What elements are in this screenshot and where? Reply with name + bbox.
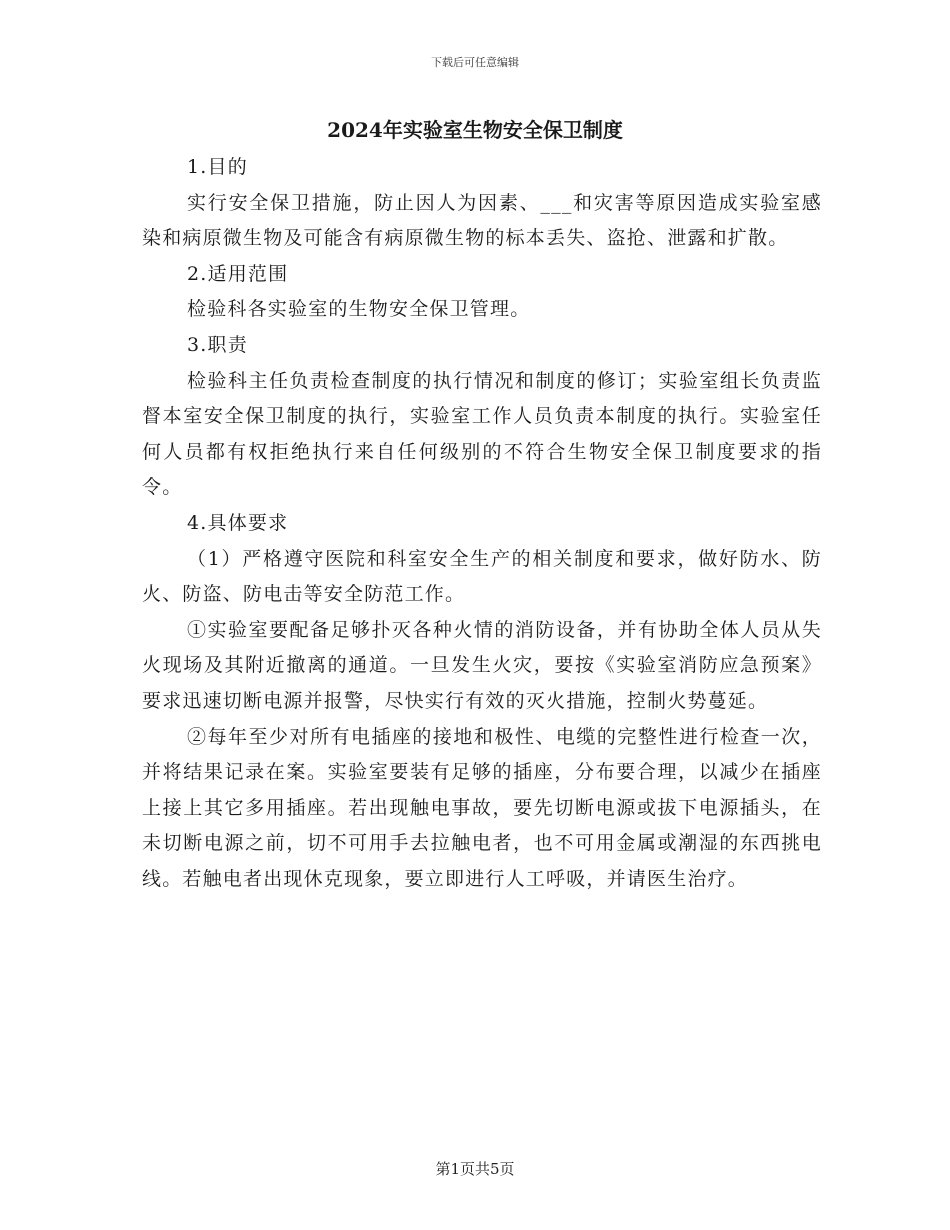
paragraph-duties: 检验科主任负责检查制度的执行情况和制度的修订；实验室组长负责监督本室安全保卫制度的执行，实验室工作人员负责本制度的执行。实验室任何人员都有权拒绝执行来自任何级别的不符合生物安全保卫制度要求的指令。 xyxy=(142,369,822,499)
document-body xyxy=(142,150,822,897)
section-heading-scope: 2.适用范围 xyxy=(187,262,289,285)
paragraph-scope: 检验科各实验室的生物安全保卫管理。 xyxy=(187,298,531,321)
section-heading-purpose: 1.目的 xyxy=(187,156,248,178)
header-note: 下载后可任意编辑 xyxy=(431,56,519,69)
page-number: 第1页共5页 xyxy=(435,1160,515,1178)
section-heading-requirements: 4.具体要求 xyxy=(187,511,289,534)
paragraph-electrical-safety: ②每年至少对所有电插座的接地和极性、电缆的完整性进行检查一次，并将结果记录在案。实验室要装有足够的插座，分布要合理，以减少在插座上接上其它多用插座。若出现触电事故，要先切断电源或拔下电源插头，在未切断电源之前，切不可用手去拉触电者，也不可用金属或潮湿的东西挑电线。若触电者出现休克现象，要立即进行人工呼吸，并请医生治疗。 xyxy=(142,725,822,890)
paragraph-fire-safety: ①实验室要配备足够扑灭各种火情的消防设备，并有协助全体人员从失火现场及其附近撤离的通道。一旦发生火灾，要按《实验室消防应急预案》要求迅速切断电源并报警，尽快实行有效的灭火措施，控制火势蔓延。 xyxy=(142,618,822,712)
document-title: 2024年实验室生物安全保卫制度 xyxy=(327,118,623,142)
paragraph-purpose: 实行安全保卫措施，防止因人为因素、___和灾害等原因造成实验室感染和病原微生物及可能含有病原微生物的标本丢失、盗抢、泄露和扩散。 xyxy=(142,191,822,250)
paragraph-requirement-1: （1）严格遵守医院和科室安全生产的相关制度和要求，做好防水、防火、防盗、防电击等安全防范工作。 xyxy=(142,547,822,606)
section-heading-duties: 3.职责 xyxy=(187,333,248,356)
